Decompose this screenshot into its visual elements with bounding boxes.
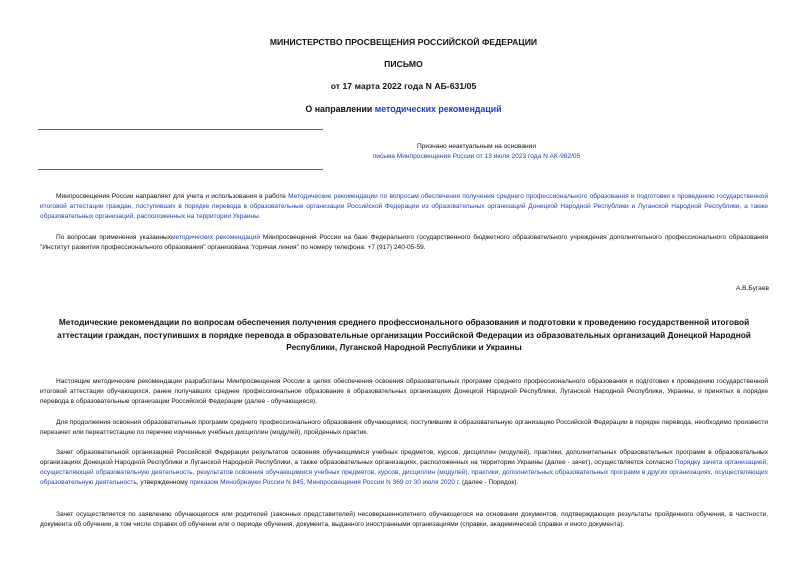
subject-line [0, 104, 807, 114]
divider-bottom [38, 169, 323, 170]
signature: А.В.Бугаев [735, 285, 769, 292]
status-note-link[interactable]: письма Минпросвещения России от 13 июля 2023 года N АК-982/05 [372, 153, 581, 160]
doc-type-heading: ПИСЬМО [384, 59, 423, 69]
status-note-text: Признано неактуальным на основании [416, 143, 537, 150]
recommendations-title: Методические рекомендации по вопросам обеспечения получения среднего профессионального образования и подготовки к проведению государственной итоговой аттестации граждан, поступивших в порядке перевода в образовательные организации Российской Федерации из образовательных организаций Донецкой Народной Республики, Луганской Народной Республики и Украины [57, 317, 751, 352]
subject-link[interactable]: методических рекомендаций [374, 104, 502, 114]
letter-paragraph-2: По вопросам применения указанныхметодических рекомендаций Минпросвещения России на базе Федерального государственного бюджетного образовательного учреждения дополнительного профессионального образования "Институт развития профессионального образования" организована "горячая линия" по номеру телефона: +7 (917) 240-05-59. [40, 234, 768, 251]
divider-top [38, 129, 323, 130]
rec-paragraph-2: Для продолжения освоения образовательных программ среднего профессионального образования обучающимся, поступившим в образовательную организацию Российской Федерации в порядке перевода, необходимо произвести перезачет или переаттестацию по перечню изученных учебных дисциплин (модулей), пройденных практик. [40, 419, 768, 436]
rec-paragraph-1: Настоящие методические рекомендации разработаны Минпросвещения России в целях обеспечения освоения образовательных программ среднего профессионального образования и подготовки к проведению государственной итоговой аттестации обучающихся, ранее получавших среднее профессиональное образование в образовательных организациях Донецкой Народной Республики, Луганской Народной Республики, Украины, и принятых в порядке перевода в образовательные организации Российской Федерации (далее - обучающиеся). [40, 378, 768, 405]
letter-paragraph-1: Минпросвещения России направляет для учета и использования в работе Методические рекомендации по вопросам обеспечения получения среднего профессионального образования и подготовки к проведению государственной итоговой аттестации граждан, поступивших в порядке перевода в образовательные организации Российской Федерации из образовательных организаций Донецкой Народной Республики и Луганской Народной Республики, а также образовательных организаций, расположенных на территории Украины. [40, 193, 768, 220]
procedure-link[interactable]: Порядку зачета организацией, осуществляющей образовательную деятельность, результатов освоения обучающимися учебных предметов, курсов, дисциплин (модулей), практики, дополнительных образовательных программ в других организациях, осуществляющих образовательную деятельность [40, 459, 768, 486]
date-number-heading: от 17 марта 2022 года N АБ-631/05 [330, 81, 477, 91]
rec-paragraph-3: Зачет образовательной организацией Российской Федерации результатов освоения обучающимися учебных предметов, курсов, дисциплин (модулей), практики, дополнительных образовательных программ в образовательных организациях Донецкой Народной Республики и Луганской Народной Республики, а также образовательных организациях, расположенных на территории Украины (далее - зачет), осуществляется согласно Порядку зачета организацией, осуществляющей образовательную деятельность, результатов освоения обучающимися учебных предметов, курсов, дисциплин (модулей), практики, дополнительных образовательных программ в других организациях, осуществляющих образовательную деятельность, утвержденному приказом Минобрнауки России N 845, Минпросвещения России N 369 от 30 июля 2020 г. (далее - Порядок). [40, 449, 768, 486]
recommendations-link[interactable]: Методические рекомендации по вопросам обеспечения получения среднего профессионального образования и подготовки к проведению государственной итоговой аттестации граждан, поступивших в порядке перевода в образовательные организации Российской Федерации из образовательных организаций Донецкой Народной Республики и Луганской Народной Республики, а также образовательных организаций, расположенных на территории Украины. [40, 193, 768, 220]
subject-prefix: О направлении [305, 104, 375, 114]
status-note [323, 142, 630, 162]
rec-paragraph-4: Зачет осуществляется по заявлению обучающегося или родителей (законных представителей) несовершеннолетнего обучающегося на основании документов, подтверждающих результаты пройденного обучения, в частности, документа об обучении, в том числе справки об обучении или о периоде обучения, документа, выданного иностранными организациями (справки, академической справки и иного документа). [40, 511, 768, 528]
recommendations-link-2[interactable]: методических рекомендаций [171, 234, 260, 241]
ministry-heading: МИНИСТЕРСТВО ПРОСВЕЩЕНИЯ РОССИЙСКОЙ ФЕДЕРАЦИИ [269, 37, 538, 47]
order-link[interactable]: приказом Минобрнауки России N 845, Минпросвещения России N 369 от 30 июля 2020 г. [189, 479, 461, 486]
